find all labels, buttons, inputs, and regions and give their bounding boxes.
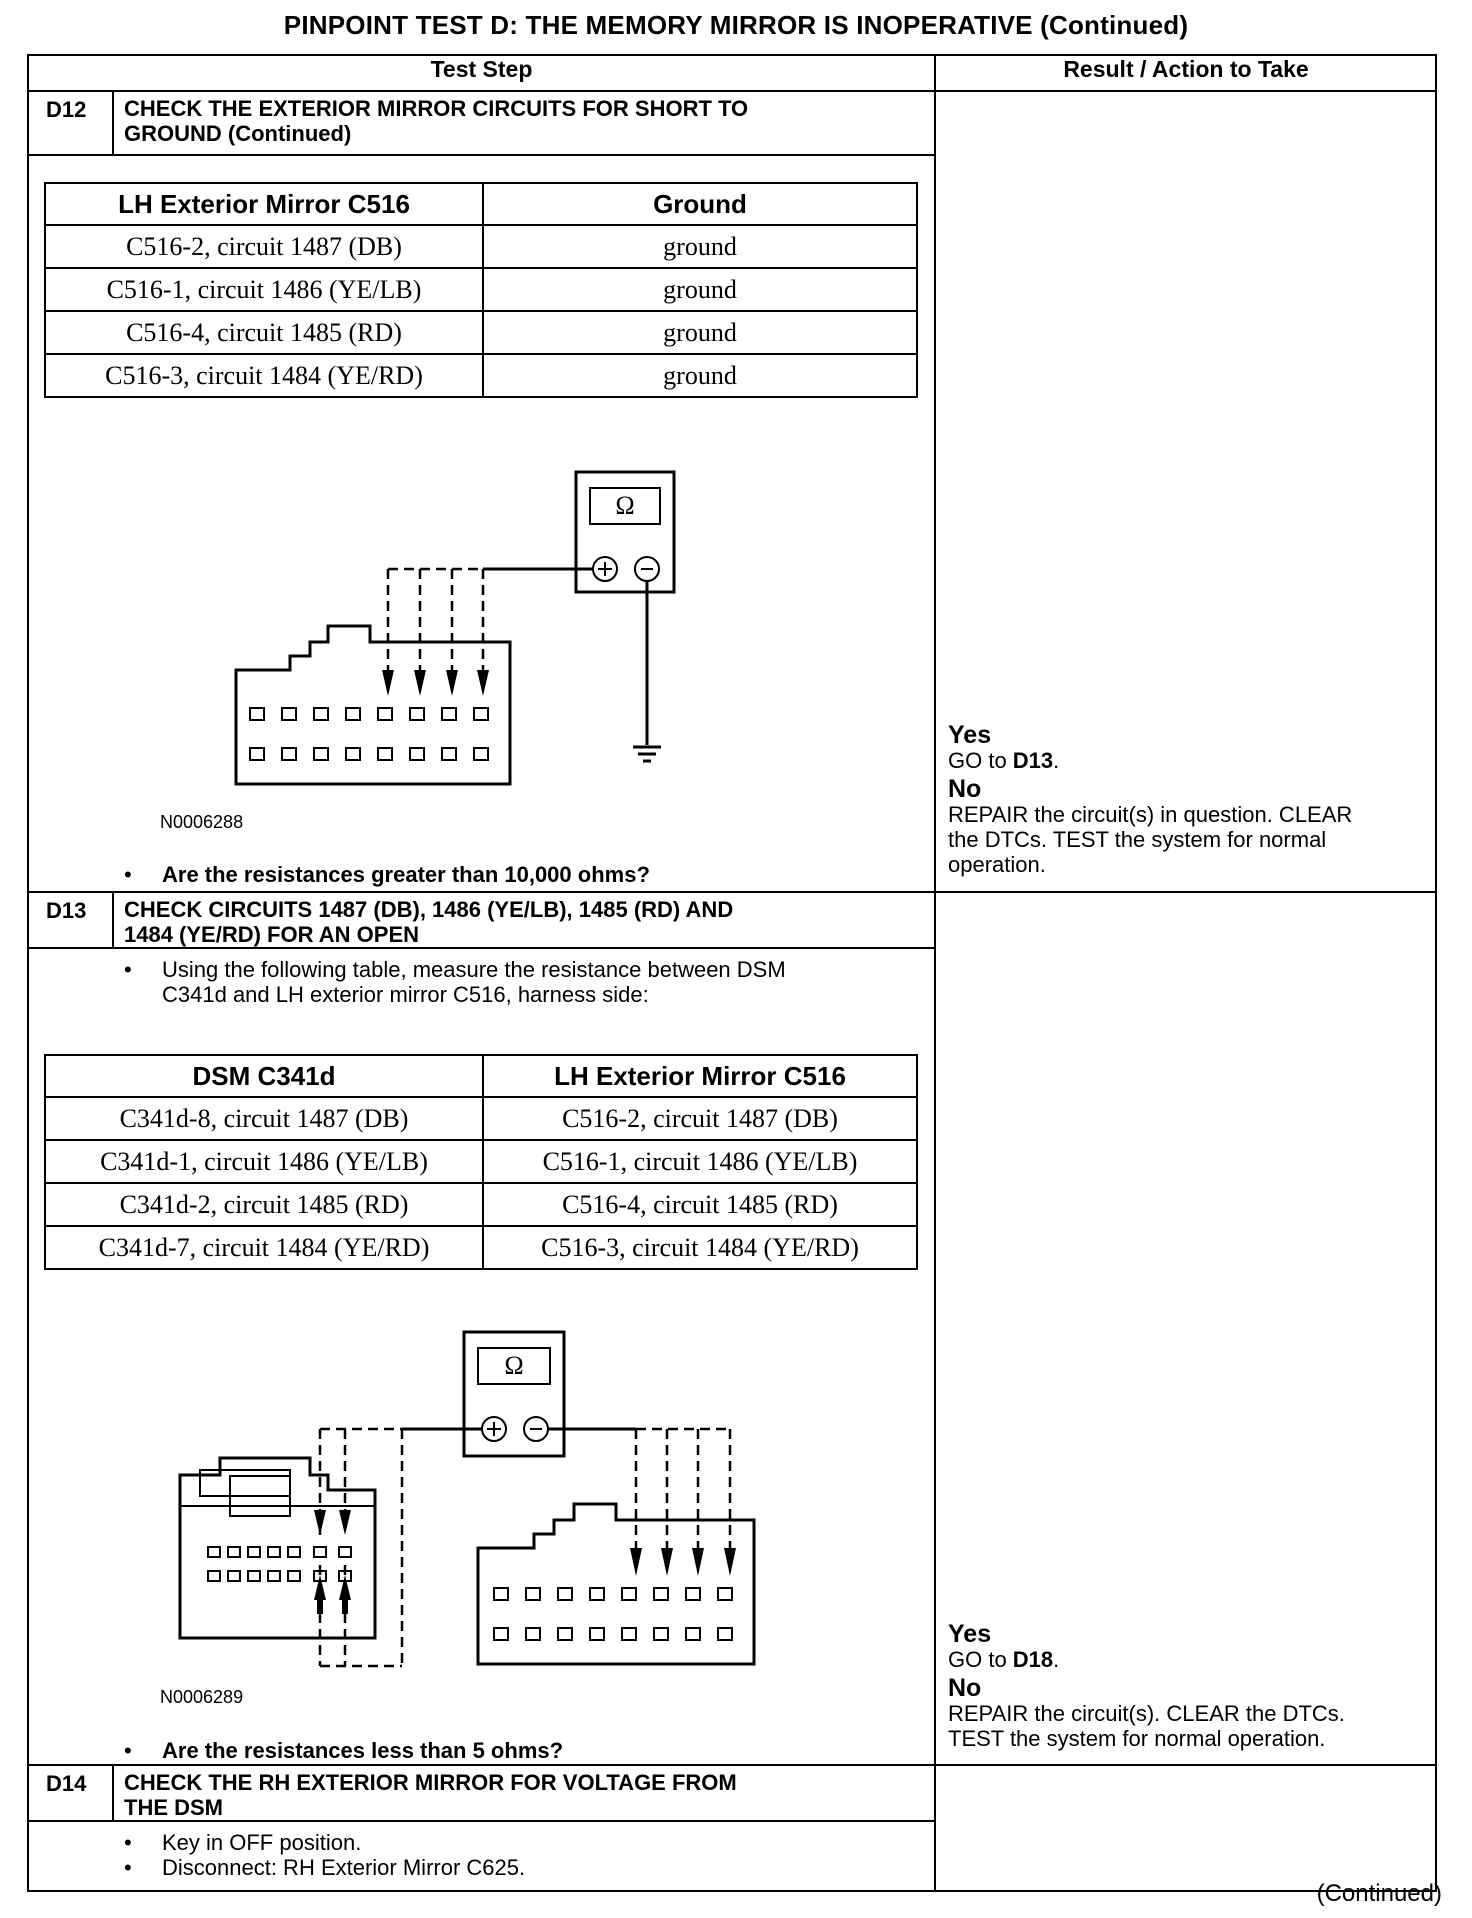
yes-label: Yes — [948, 721, 992, 749]
table-cell: ground — [483, 225, 917, 268]
step-separator — [27, 891, 1437, 893]
table-row — [45, 354, 917, 397]
ohm-symbol: Ω — [615, 491, 635, 520]
d12-circuit-table — [44, 182, 918, 398]
step-title-divider — [27, 154, 936, 156]
table-row — [45, 1140, 917, 1183]
table-header-row — [45, 1055, 917, 1097]
no-action-line: REPAIR the circuit(s) in question. CLEAR — [948, 802, 1353, 827]
no-action-line: operation. — [948, 852, 1046, 877]
no-label: No — [948, 775, 982, 803]
no-action-line: REPAIR the circuit(s). CLEAR the DTCs. — [948, 1701, 1345, 1726]
table-row — [45, 311, 917, 354]
column-header: DSM C341d — [45, 1055, 483, 1097]
step-title-line: CHECK CIRCUITS 1487 (DB), 1486 (YE/LB), 1485 (RD) AND — [124, 897, 734, 922]
step-title-line: GROUND (Continued) — [124, 121, 352, 146]
table-row — [45, 1097, 917, 1140]
no-action-line: the DTCs. TEST the system for normal — [948, 827, 1327, 852]
step-id-divider — [112, 91, 114, 155]
step-title-d13 — [124, 897, 733, 947]
table-row — [45, 1226, 917, 1269]
result-d13 — [948, 1622, 1428, 1751]
continued-note: (Continued) — [1316, 1880, 1442, 1907]
table-cell: C516-4, circuit 1485 (RD) — [45, 311, 483, 354]
step-title-divider — [27, 1820, 936, 1822]
header-divider — [27, 90, 1437, 92]
step-separator — [27, 1764, 1437, 1766]
d12-connector-diagram — [220, 470, 700, 800]
table-row — [45, 225, 917, 268]
column-header: LH Exterior Mirror C516 — [45, 183, 483, 225]
step-title-divider — [27, 947, 936, 949]
table-cell: C516-3, circuit 1484 (YE/RD) — [45, 354, 483, 397]
table-row — [45, 1183, 917, 1226]
page-title: PINPOINT TEST D: THE MEMORY MIRROR IS INOPERATIVE (Continued) — [283, 10, 1189, 40]
step-title-line: CHECK THE EXTERIOR MIRROR CIRCUITS FOR SHORT TO — [124, 96, 749, 121]
header-result: Result / Action to Take — [1063, 56, 1309, 82]
column-divider — [934, 54, 936, 1892]
no-action-line: TEST the system for normal operation. — [948, 1726, 1326, 1751]
step-id-d12: D12 — [46, 97, 87, 122]
step-id-d13: D13 — [46, 898, 87, 923]
figure-reference: N0006289 — [160, 1687, 244, 1707]
yes-action: GO to D18. — [948, 1647, 1060, 1672]
column-header: Ground — [483, 183, 917, 225]
table-cell: C516-1, circuit 1486 (YE/LB) — [483, 1140, 917, 1183]
step-title-line: THE DSM — [124, 1795, 223, 1820]
step-id-divider — [112, 1765, 114, 1821]
table-cell: C341d-2, circuit 1485 (RD) — [45, 1183, 483, 1226]
step-title-line: 1484 (YE/RD) FOR AN OPEN — [124, 922, 420, 947]
step-id-divider — [112, 892, 114, 948]
table-cell: C341d-1, circuit 1486 (YE/LB) — [45, 1140, 483, 1183]
table-row — [45, 268, 917, 311]
table-cell: C516-1, circuit 1486 (YE/LB) — [45, 268, 483, 311]
table-cell: ground — [483, 311, 917, 354]
header-test-step: Test Step — [430, 56, 533, 82]
table-cell: C516-2, circuit 1487 (DB) — [483, 1097, 917, 1140]
table-cell: C516-4, circuit 1485 (RD) — [483, 1183, 917, 1226]
table-cell: C341d-7, circuit 1484 (YE/RD) — [45, 1226, 483, 1269]
step-title-line: CHECK THE RH EXTERIOR MIRROR FOR VOLTAGE FROM — [124, 1770, 737, 1795]
table-cell: ground — [483, 354, 917, 397]
table-header-row — [45, 183, 917, 225]
ohm-symbol: Ω — [504, 1351, 524, 1380]
table-cell: C516-2, circuit 1487 (DB) — [45, 225, 483, 268]
d13-circuit-table — [44, 1054, 918, 1270]
d13-connector-diagram — [160, 1330, 780, 1690]
no-label: No — [948, 1674, 982, 1702]
table-cell: C516-3, circuit 1484 (YE/RD) — [483, 1226, 917, 1269]
yes-action: GO to D13. — [948, 748, 1060, 773]
column-header: LH Exterior Mirror C516 — [483, 1055, 917, 1097]
figure-reference: N0006288 — [160, 812, 244, 832]
step-title-d12 — [124, 96, 748, 146]
step-title-d14 — [124, 1770, 737, 1820]
yes-label: Yes — [948, 1620, 992, 1648]
step-id-d14: D14 — [46, 1771, 87, 1796]
table-cell: ground — [483, 268, 917, 311]
result-d12 — [948, 723, 1428, 877]
table-cell: C341d-8, circuit 1487 (DB) — [45, 1097, 483, 1140]
